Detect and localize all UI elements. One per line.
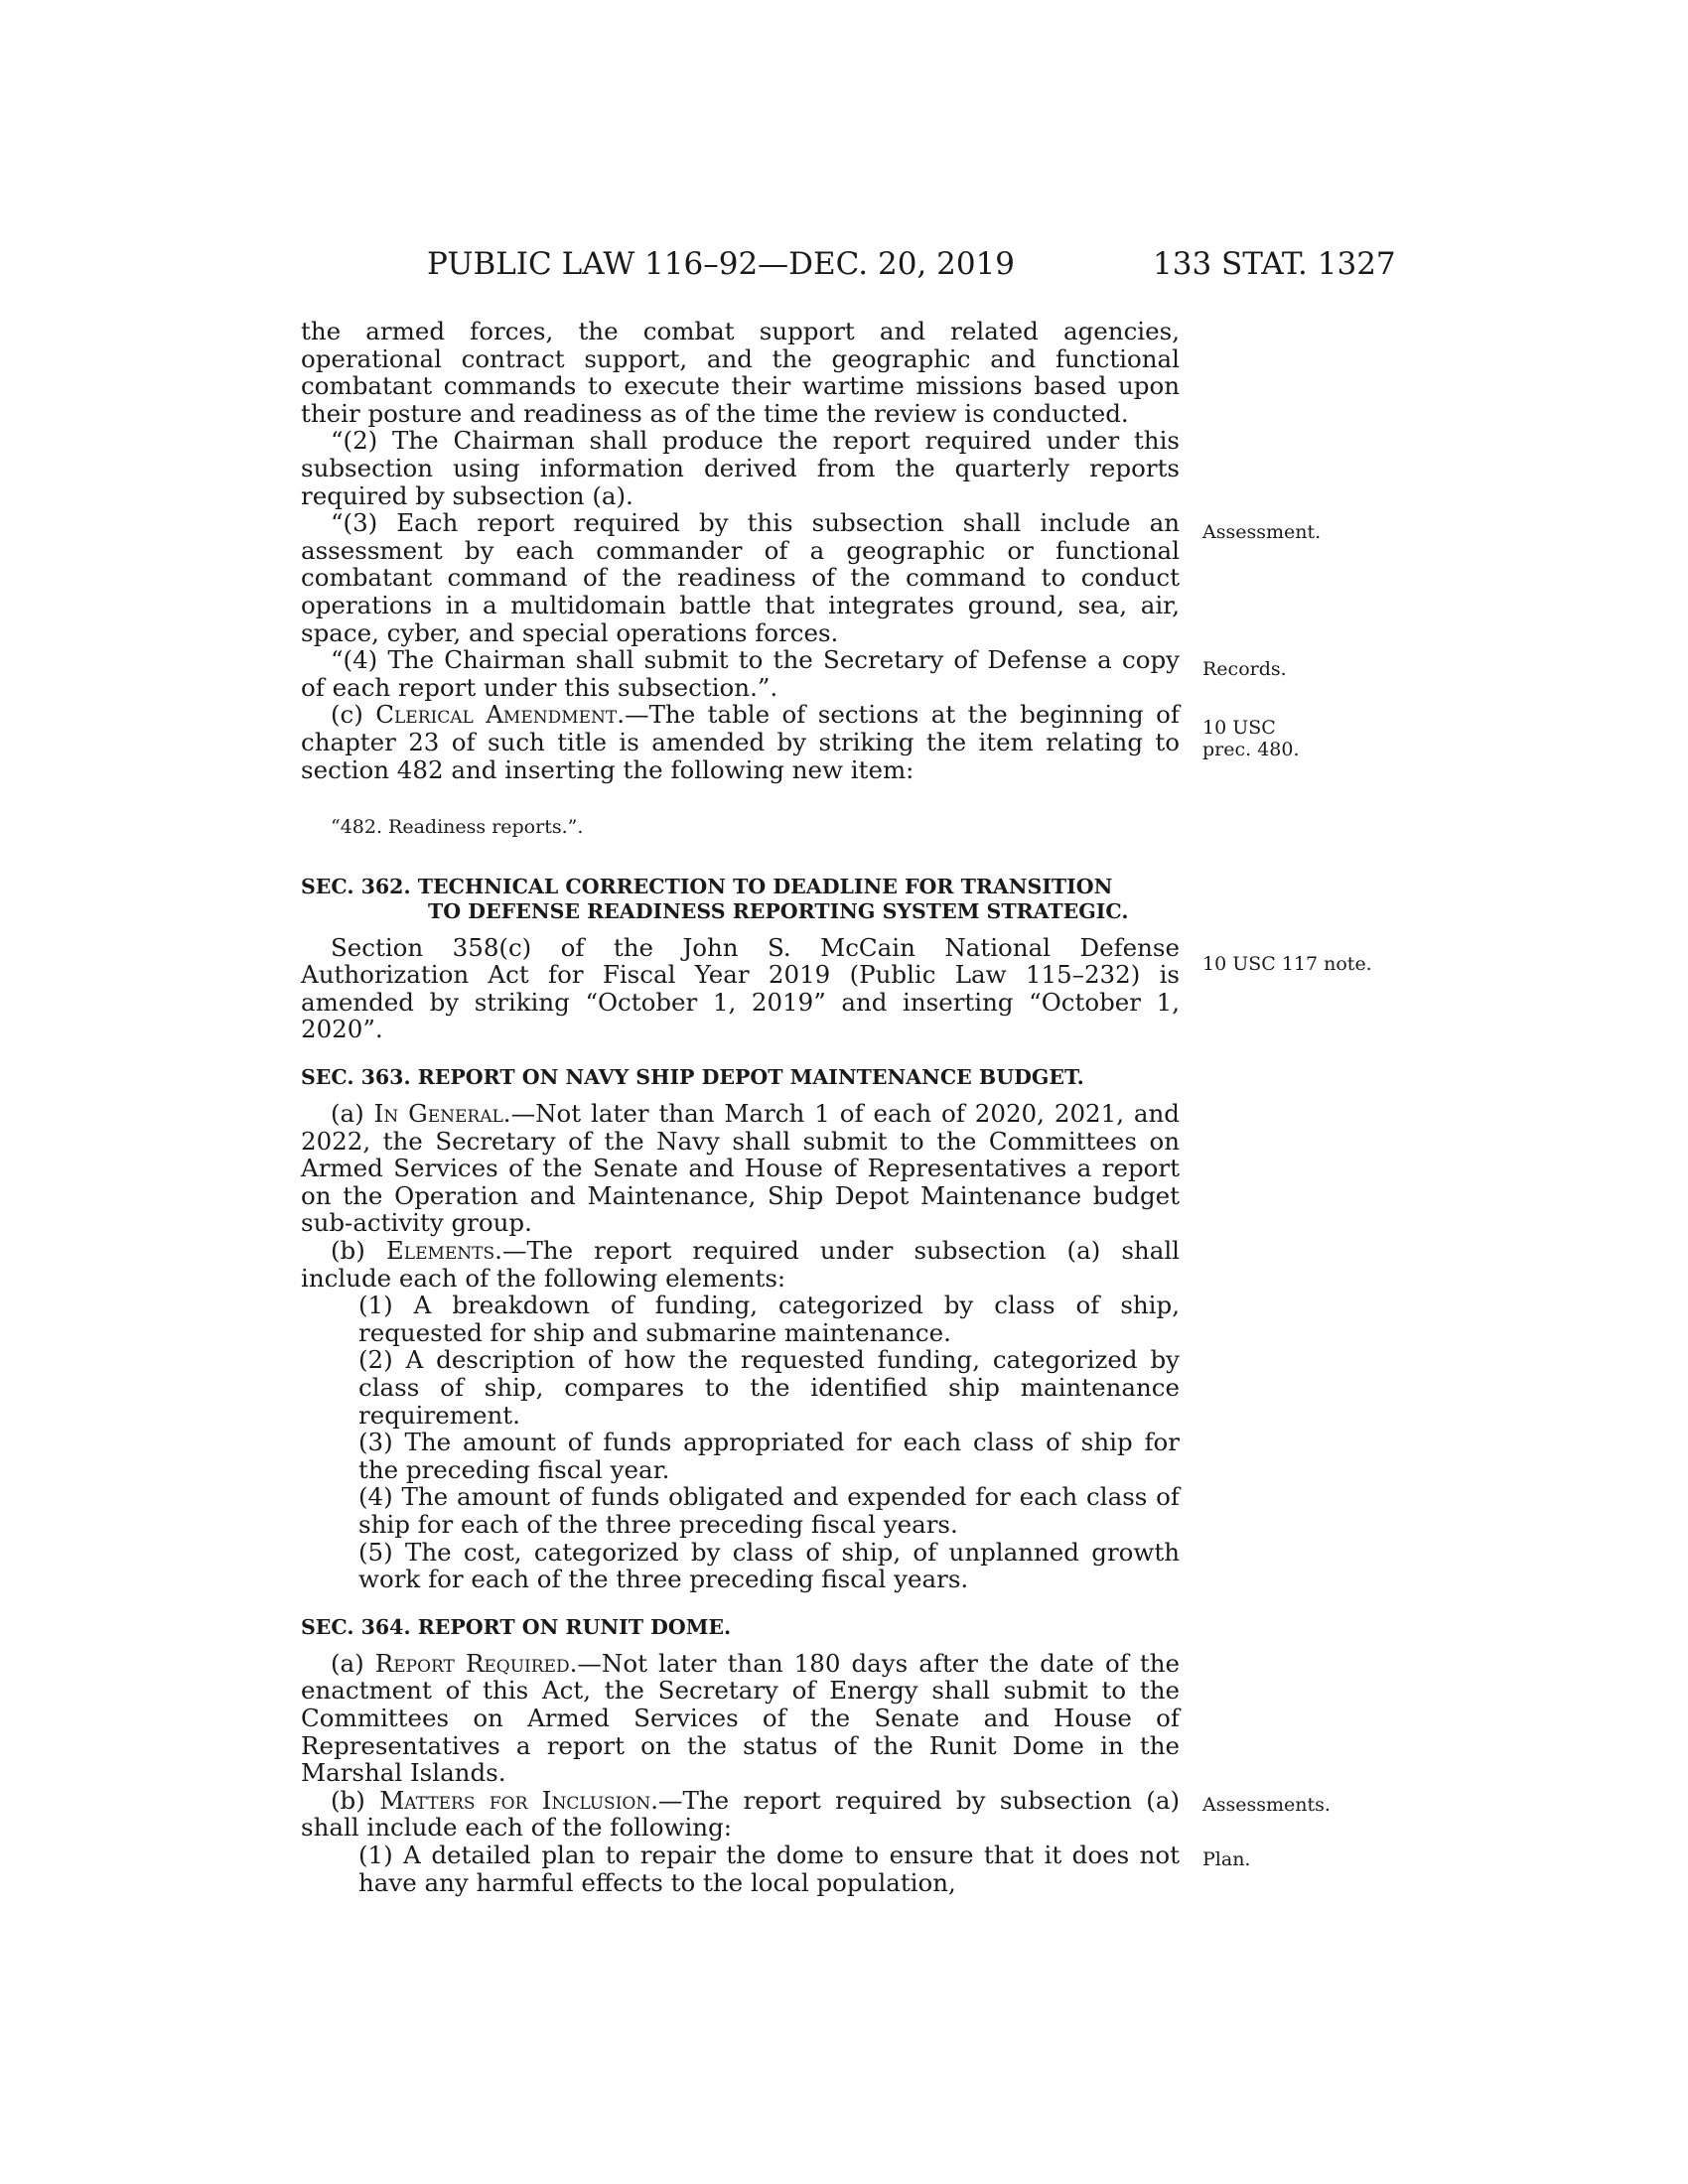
section-363-heading: SEC. 363. REPORT ON NAVY SHIP DEPOT MAINTENANCE BUDGET. (301, 1065, 1084, 1090)
subsection-lead: (c) (331, 700, 376, 730)
section-363-subsection-b (301, 1237, 1180, 1292)
list-item: (1) A detailed plan to repair the dome to ensure that it does not have any harmful effects to the local population, (358, 1840, 1180, 1897)
section-364-heading: SEC. 364. REPORT ON RUNIT DOME. (301, 1614, 732, 1639)
subsection-text: .—Not later than 180 days after the date of the enactment of this Act, the Secretary of Energy shall submit to the Committees on Armed Services of the Senate and House of Representatives a report on the status of the Runit Dome in the Marshal Islands. (301, 1648, 1180, 1788)
section-364-subsection-b (301, 1787, 1180, 1842)
margin-note-assessments: Assessments. (1202, 1794, 1331, 1816)
section-363-subsection-a (301, 1100, 1180, 1237)
margin-note-records: Records. (1202, 658, 1287, 680)
subsection-lead: (b) (331, 1236, 386, 1266)
page-body (301, 318, 1180, 1896)
subsection-heading: Elements (385, 1236, 495, 1266)
margin-note-plan: Plan. (1202, 1848, 1251, 1870)
subsection-heading: Matters for Inclusion (379, 1785, 651, 1815)
section-364-subsection-a (301, 1650, 1180, 1787)
list-item: (1) A breakdown of funding, categorized by class of ship, requested for ship and submarine maintenance. (358, 1291, 1180, 1347)
paragraph-3: “(3) Each report required by this subsection shall include an assessment by each commander of a geographic or functional combatant command of the readiness of the command to conduct operations in a multidomain battle that integrates ground, sea, air, space, cyber, and special operations forces. (301, 508, 1180, 647)
subsection-lead: (a) (331, 1648, 375, 1678)
section-heading-line-1: SEC. 362. TECHNICAL CORRECTION TO DEADLINE FOR TRANSITION (301, 874, 1113, 898)
section-362-text: Section 358(c) of the John S. McCain National Defense Authorization Act for Fiscal Year 2019 (Public Law 115–232) is amended by striking “October 1, 2019” and inserting “October 1, 2020”. (301, 932, 1180, 1044)
margin-note-assessment: Assessment. (1202, 521, 1322, 543)
section-362-heading (301, 875, 1180, 924)
subsection-lead: (a) (331, 1099, 374, 1129)
subsection-text: .—The table of sections at the beginning of chapter 23 of such title is amended by striking the item relating to section 482 and inserting the following new item: (301, 700, 1180, 784)
running-head-title: PUBLIC LAW 116–92—DEC. 20, 2019 (427, 246, 1016, 282)
paragraph-4: “(4) The Chairman shall submit to the Secretary of Defense a copy of each report under this subsection.”. (301, 645, 1180, 702)
subsection-heading: Clerical Amendment (375, 700, 618, 730)
paragraph-continued: the armed forces, the combat support and related agencies, operational contract support, and the geographic and functional combatant commands to execute their wartime missions based upon their posture and readiness as of the time the review is conducted. (301, 317, 1180, 428)
section-heading-line-2: TO DEFENSE READINESS REPORTING SYSTEM STRATEGIC. (428, 898, 1129, 923)
list-item: (2) A description of how the requested funding, categorized by class of ship, compares to the identified ship maintenance requirement. (358, 1345, 1180, 1430)
page-stat-number: 133 STAT. 1327 (1153, 246, 1396, 282)
paragraph-2: “(2) The Chairman shall produce the report required under this subsection using information derived from the quarterly reports required by subsection (a). (301, 426, 1180, 510)
margin-note-usc-117: 10 USC 117 note. (1202, 953, 1372, 975)
subsection-text: .—The report required under subsection (a) shall include each of the following elements: (301, 1236, 1180, 1293)
list-item: (4) The amount of funds obligated and expended for each class of ship for each of the three preceding fiscal years. (358, 1482, 1180, 1539)
subsection-text: .—Not later than March 1 of each of 2020, 2021, and 2022, the Secretary of the Navy shall submit to the Committees on Armed Services of the Senate and House of Representatives a report on the Operation and Maintenance, Ship Depot Maintenance budget sub-activity group. (301, 1099, 1180, 1238)
list-item: (5) The cost, categorized by class of ship, of unplanned growth work for each of the three preceding fiscal years. (358, 1537, 1180, 1594)
page-header (0, 246, 1688, 296)
clerical-amendment-paragraph (301, 701, 1180, 783)
margin-note-usc-line-1: 10 USC (1202, 717, 1276, 739)
margin-note-usc-line-2: prec. 480. (1202, 739, 1300, 760)
toc-item: “482. Readiness reports.”. (331, 816, 584, 839)
subsection-heading: In General (373, 1099, 503, 1129)
margin-note-usc (1202, 717, 1300, 760)
subsection-lead: (b) (331, 1785, 380, 1815)
subsection-text: .—The report required by subsection (a) shall include each of the following: (301, 1785, 1180, 1843)
list-item: (3) The amount of funds appropriated for each class of ship for the preceding fiscal year. (358, 1428, 1180, 1484)
subsection-heading: Report Required (374, 1648, 570, 1678)
